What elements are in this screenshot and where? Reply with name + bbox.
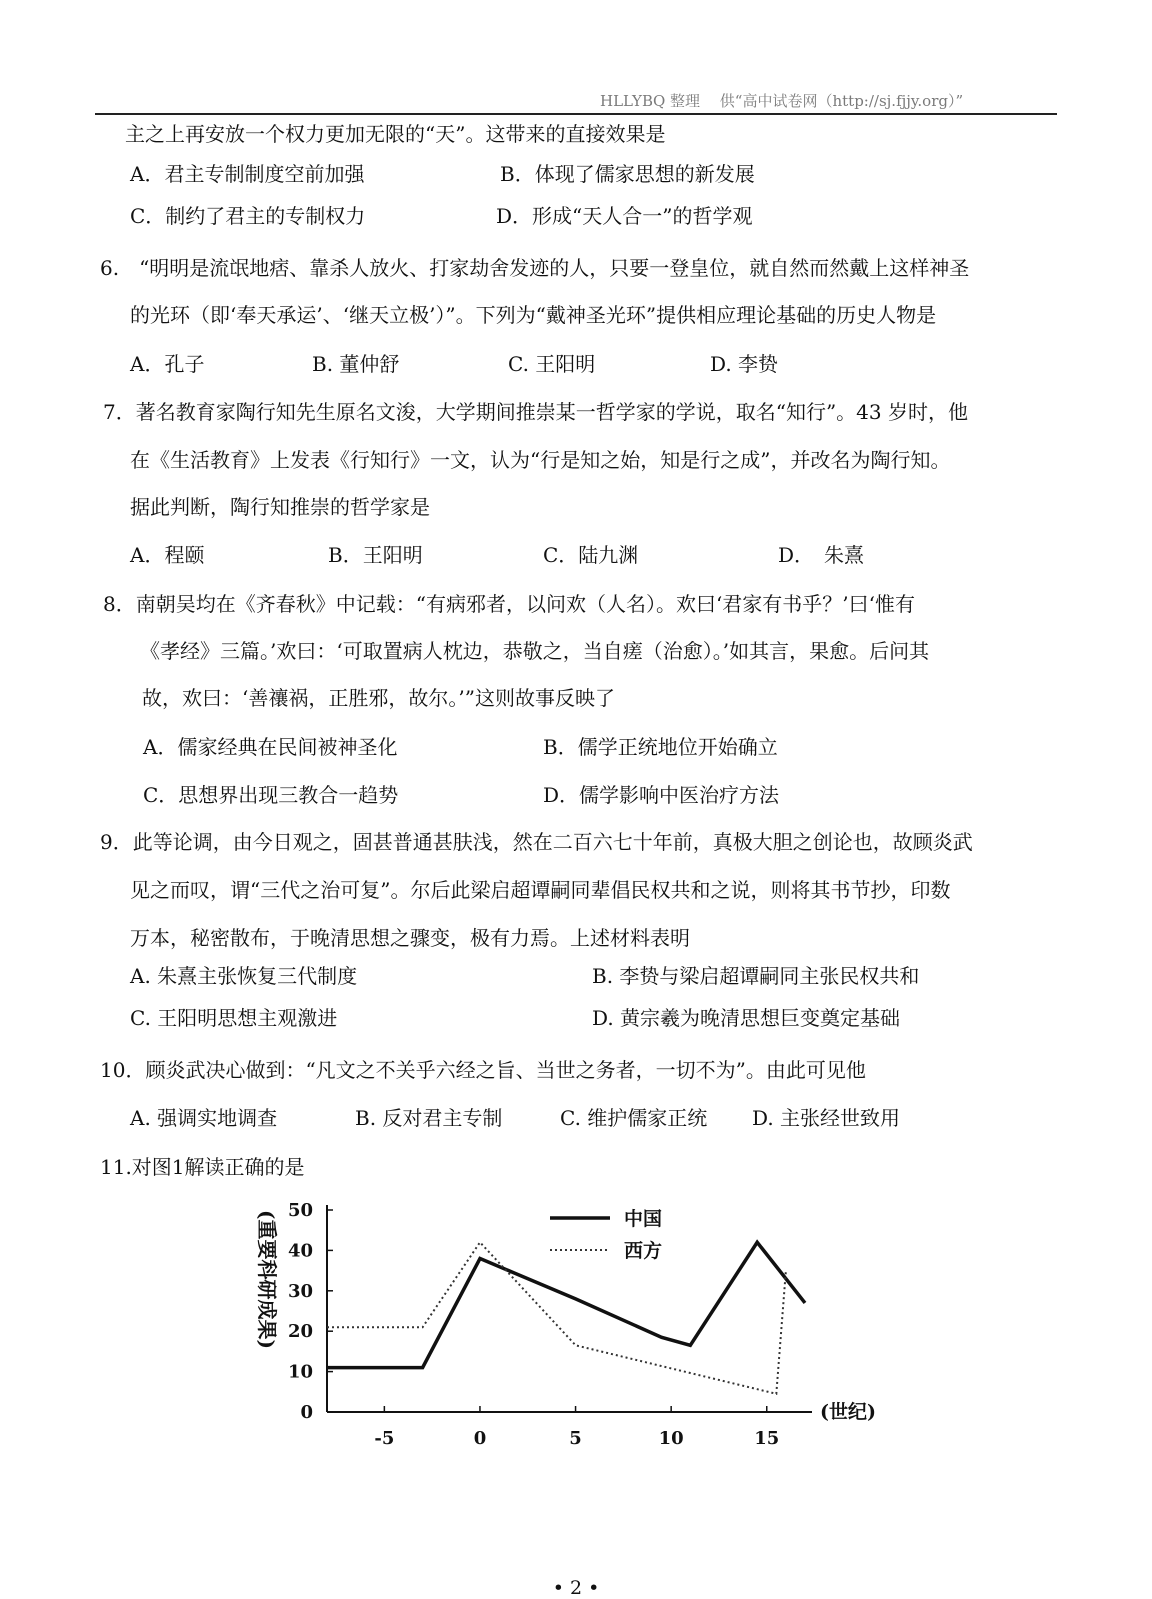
q7-option-a: A．程颐 bbox=[130, 543, 205, 567]
y-tick-label: 40 bbox=[287, 1240, 313, 1262]
q8-option-b: B．儒学正统地位开始确立 bbox=[543, 735, 778, 759]
q9-option-b: B. 李贽与梁启超谭嗣同主张民权共和 bbox=[592, 964, 920, 988]
q6-line-1: 6. “明明是流氓地痞、靠杀人放火、打家劫舍发迹的人，只要一登皇位，就自然而然戴上这样神圣 bbox=[100, 256, 970, 280]
q8-option-c: C．思想界出现三教合一趋势 bbox=[143, 783, 399, 807]
q10-option-b: B. 反对君主专制 bbox=[355, 1106, 503, 1130]
x-axis-label: (世纪) bbox=[820, 1401, 876, 1423]
q5-option-b: B．体现了儒家思想的新发展 bbox=[500, 162, 755, 186]
q8-line-2: 《孝经》三篇。’欢曰：‘可取置病人枕边，恭敬之，当自瘥（治愈）。’如其言，果愈。后问其 bbox=[140, 639, 930, 663]
q6-option-c: C. 王阳明 bbox=[508, 352, 596, 376]
y-tick-label: 50 bbox=[287, 1200, 313, 1221]
q5-option-d: D．形成“天人合一”的哲学观 bbox=[496, 204, 753, 228]
legend-label: 中国 bbox=[624, 1208, 663, 1230]
y-tick-label: 30 bbox=[287, 1280, 313, 1302]
x-tick-label: 15 bbox=[754, 1428, 780, 1449]
q7-option-c: C．陆九渊 bbox=[543, 543, 639, 567]
q9-option-a: A. 朱熹主张恢复三代制度 bbox=[130, 964, 358, 988]
q7-option-b: B．王阳明 bbox=[328, 543, 423, 567]
q5-option-c: C．制约了君主的专制权力 bbox=[130, 204, 366, 228]
x-tick-label: -5 bbox=[374, 1428, 395, 1449]
q8-option-d: D．儒学影响中医治疗方法 bbox=[543, 783, 780, 807]
q9-line-2: 见之而叹，谓“三代之治可复”。尔后此梁启超谭嗣同辈倡民权共和之说，则将其书节抄，印数 bbox=[130, 878, 951, 902]
q8-option-a: A．儒家经典在民间被神圣化 bbox=[143, 735, 398, 759]
q7-line-3: 据此判断，陶行知推崇的哲学家是 bbox=[130, 495, 430, 519]
y-axis-label: (重要科研成果) bbox=[255, 1210, 279, 1349]
q6-line-2: 的光环（即‘奉天承运’、‘继天立极’）”。下列为“戴神圣光环”提供相应理论基础的历史人物是 bbox=[130, 303, 937, 327]
q10-option-d: D. 主张经世致用 bbox=[752, 1106, 901, 1130]
q7-line-2: 在《生活教育》上发表《行知行》一文，认为“行是知之始，知是行之成”，并改名为陶行知。 bbox=[130, 448, 951, 472]
y-tick-label: 10 bbox=[287, 1361, 313, 1383]
x-tick-label: 5 bbox=[569, 1428, 582, 1449]
chart-y-ticks bbox=[288, 1200, 333, 1423]
chart-x-ticks bbox=[374, 1406, 779, 1449]
q9-line-3: 万本，秘密散布，于晚清思想之骤变，极有力焉。上述材料表明 bbox=[130, 926, 690, 950]
series-line-west bbox=[327, 1242, 786, 1394]
q10-line-1: 10．顾炎武决心做到：“凡文之不关乎六经之旨、当世之务者，一切不为”。由此可见他 bbox=[100, 1058, 866, 1082]
q7-option-d: D． 朱熹 bbox=[778, 543, 865, 567]
q8-line-1: 8．南朝吴均在《齐春秋》中记载：“有病邪者，以问欢（人名）。欢曰‘君家有书乎？’曰‘惟有 bbox=[103, 592, 916, 616]
chart-legend bbox=[550, 1207, 662, 1262]
q10-option-c: C. 维护儒家正统 bbox=[560, 1106, 708, 1130]
q11-line-1: 11.对图1解读正确的是 bbox=[100, 1155, 305, 1179]
q10-option-a: A. 强调实地调查 bbox=[130, 1106, 278, 1130]
y-tick-label: 20 bbox=[287, 1321, 313, 1343]
q6-option-d: D. 李贽 bbox=[710, 352, 779, 376]
x-tick-label: 10 bbox=[658, 1428, 684, 1449]
x-tick-label: 0 bbox=[473, 1428, 487, 1449]
chart-labels bbox=[255, 1210, 876, 1423]
q7-line-1: 7．著名教育家陶行知先生原名文浚，大学期间推崇某一哲学家的学说，取名“知行”。43 岁时，他 bbox=[103, 400, 968, 424]
chart-axes bbox=[327, 1205, 812, 1412]
header-rule bbox=[95, 113, 1057, 115]
page-header: HLLYBQ 整理 供“高中试卷网（http://sj.fjjy.org）” bbox=[600, 92, 964, 110]
q6-option-b: B. 董仲舒 bbox=[312, 352, 400, 376]
page-number: • 2 • bbox=[552, 1577, 600, 1599]
series-line-china bbox=[327, 1242, 805, 1367]
q9-option-d: D. 黄宗羲为晚清思想巨变奠定基础 bbox=[592, 1006, 901, 1030]
legend-label: 西方 bbox=[624, 1240, 663, 1262]
y-tick-label: 0 bbox=[300, 1402, 313, 1423]
chart-series bbox=[327, 1242, 805, 1394]
q8-line-3: 故，欢曰：‘善禳祸，正胜邪，故尔。’”这则故事反映了 bbox=[142, 686, 615, 710]
q6-option-a: A．孔子 bbox=[130, 352, 205, 376]
q5-stem-tail: 主之上再安放一个权力更加无限的“天”。这带来的直接效果是 bbox=[125, 122, 666, 146]
q9-line-1: 9．此等论调，由今日观之，固甚普通甚肤浅，然在二百六七十年前，真极大胆之创论也，故顾炎武 bbox=[100, 830, 973, 854]
q9-option-c: C. 王阳明思想主观激进 bbox=[130, 1006, 338, 1030]
q5-option-a: A．君主专制制度空前加强 bbox=[130, 162, 365, 186]
